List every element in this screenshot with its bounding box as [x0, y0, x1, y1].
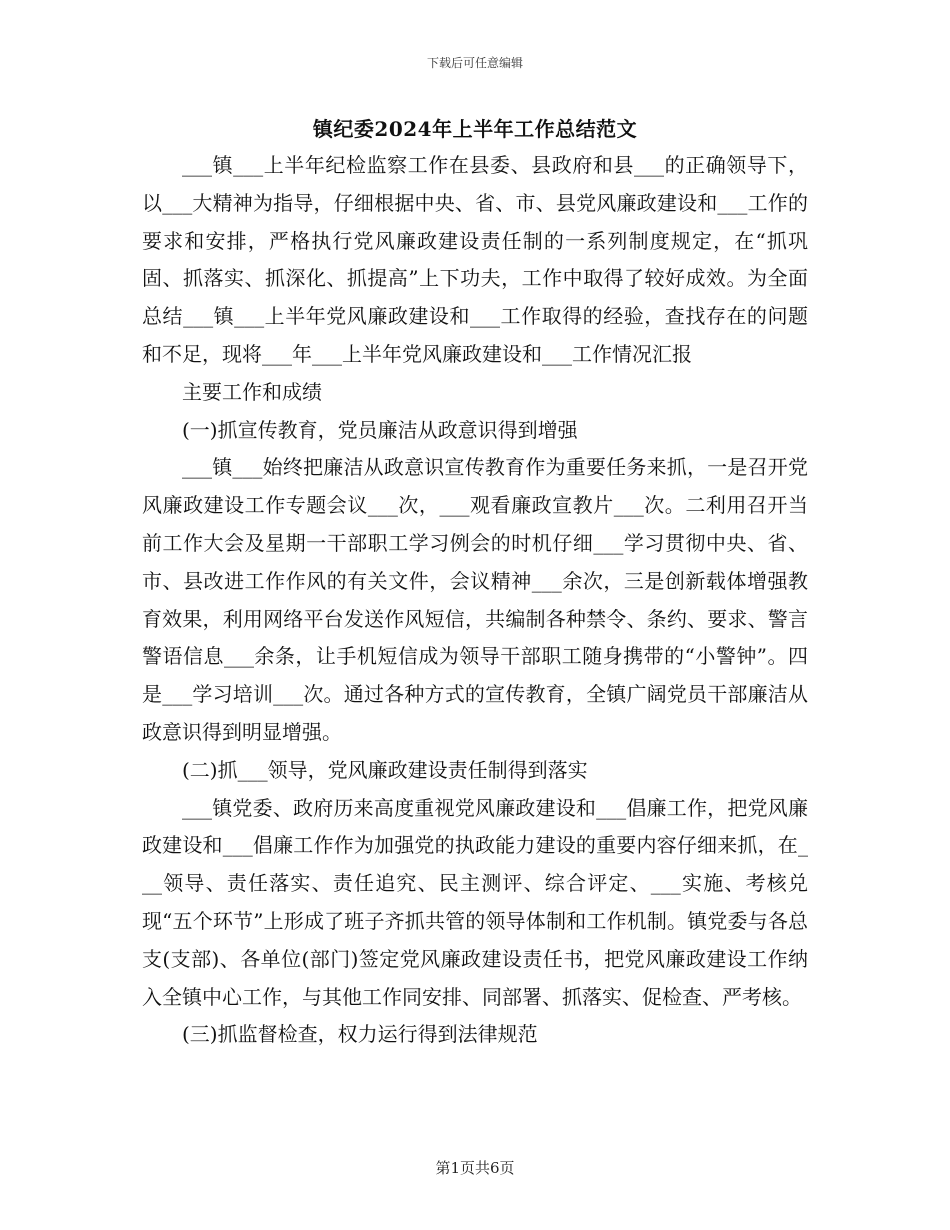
document-body [142, 147, 808, 1054]
header-note: 下载后可任意编辑 [426, 56, 523, 70]
section-heading-1: (一)抓宣传教育，党员廉洁从政意识得到增强 [182, 417, 578, 442]
section-heading-3: (三)抓监督检查，权力运行得到法律规范 [182, 1022, 538, 1047]
heading-main-work: 主要工作和成绩 [182, 379, 322, 404]
paragraph-section-2: ___镇党委、政府历来高度重视党风廉政建设和___倡廉工作，把党风廉政建设和___倡廉工作作为加强党的执政能力建设的重要内容仔细来抓，在___领导、责任落实、责任追究、民主测评、综合评定、___实施、考核兑现“五个环节”上形成了班子齐抓共管的领导体制和工作机制。镇党委与各总支(支部)、各单位(部门)签定党风廉政建设责任书，把党风廉政建设工作纳入全镇中心工作，与其他工作同安排、同部署、抓落实、促检查、严考核。 [142, 795, 808, 1009]
page-number: 第1页共6页 [435, 1159, 515, 1177]
document-title: 镇纪委2024年上半年工作总结范文 [312, 117, 638, 141]
paragraph-section-1: ___镇___始终把廉洁从政意识宣传教育作为重要任务来抓，一是召开党风廉政建设工作专题会议___次，___观看廉政宣教片___次。二利用召开当前工作大会及星期一干部职工学习例会的时机仔细___学习贯彻中央、省、市、县改进工作作风的有关文件，会议精神___余次，三是创新载体增强教育效果，利用网络平台发送作风短信，共编制各种禁令、条约、要求、警言警语信息___余条，让手机短信成为领导干部职工随身携带的“小警钟”。四是___学习培训___次。通过各种方式的宣传教育，全镇广阔党员干部廉洁从政意识得到明显增强。 [142, 455, 808, 744]
paragraph-intro: ___镇___上半年纪检监察工作在县委、县政府和县___的正确领导下，以___大精神为指导，仔细根据中央、省、市、县党风廉政建设和___工作的要求和安排，严格执行党风廉政建设责任制的一系列制度规定，在“抓巩固、抓落实、抓深化、抓提高”上下功夫，工作中取得了较好成效。为全面总结___镇___上半年党风廉政建设和___工作取得的经验，查找存在的问题和不足，现将___年___上半年党风廉政建设和___工作情况汇报 [142, 153, 808, 366]
section-heading-2: (二)抓___领导，党风廉政建设责任制得到落实 [182, 757, 588, 782]
